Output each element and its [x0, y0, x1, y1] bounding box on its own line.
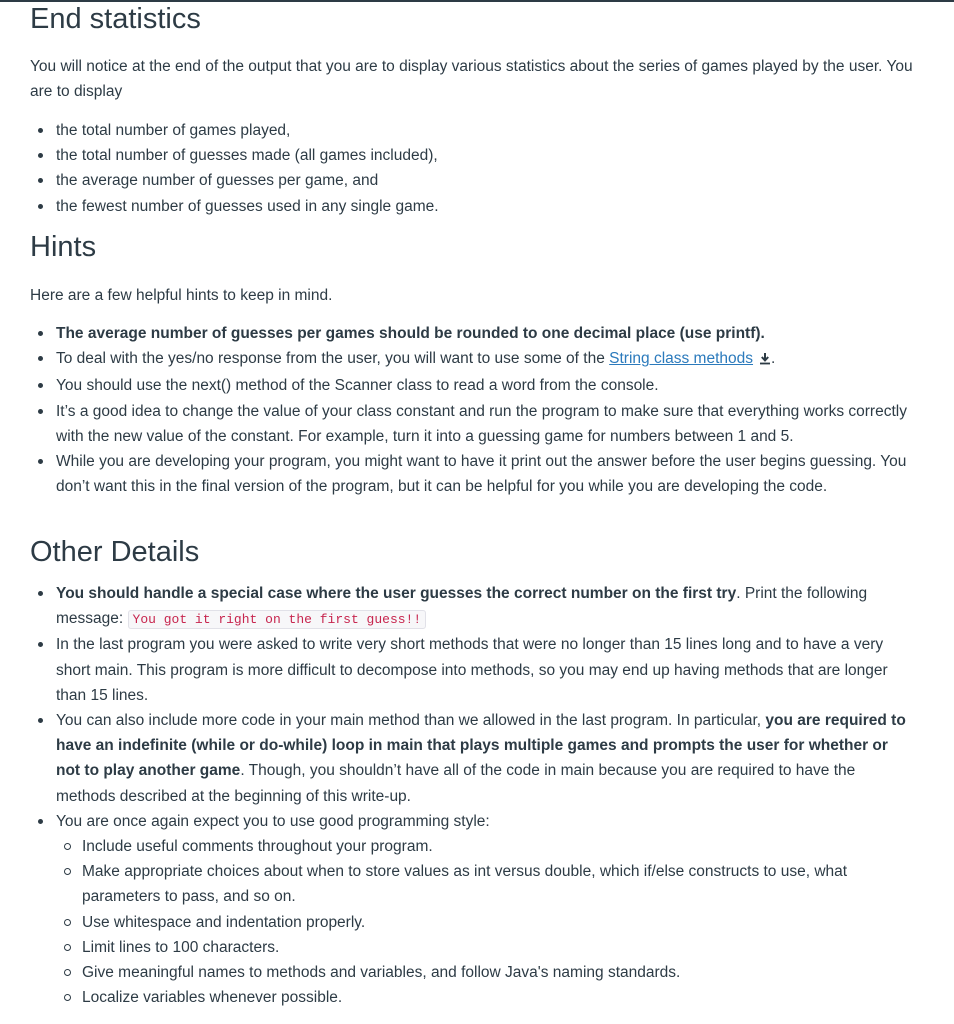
sub-list-item: Use whitespace and indentation properly. — [56, 910, 914, 935]
list-item — [30, 581, 914, 632]
detail-text: . Though, you shouldn’t have all of the code in main because you are required to have the methods described at the beginning of this write-up. — [56, 762, 856, 805]
sub-list-item: Limit lines to 100 characters. — [56, 935, 914, 960]
detail-text: . Print the following message: — [56, 585, 868, 628]
sub-list-item: Give meaningful names to methods and variables, and follow Java's naming standards. — [56, 960, 914, 985]
detail-bold-text: You should handle a special case where the user guesses the correct number on the first try — [56, 585, 737, 602]
list-item: the total number of games played, — [30, 118, 914, 143]
sub-list-item: Localize variables whenever possible. — [56, 985, 914, 1010]
style-sublist — [56, 834, 914, 1010]
list-item: In the last program you were asked to write very short methods that were no longer than 15 lines long and to have a very short main. This program is more difficult to decompose into methods, so you may end up having methods that are longer than 15 lines. — [30, 632, 914, 708]
heading-hints: Hints — [30, 231, 97, 263]
detail-text: You can also include more code in your main method than we allowed in the last program. In particular, — [56, 712, 766, 730]
hint-bold-text: The average number of guesses per games should be rounded to one decimal place (use printf). — [56, 325, 765, 342]
list-item: the average number of guesses per game, and — [30, 168, 914, 193]
hints-intro: Here are a few helpful hints to keep in mind. — [30, 287, 333, 304]
code-snippet: You got it right on the first guess!! — [128, 610, 427, 629]
list-item: While you are developing your program, you might want to have it print out the answer before the user begins guessing. You don’t want this in the final version of the program, but it can be helpful for you while you are developing the code. — [30, 449, 914, 499]
end-stats-list — [30, 118, 914, 219]
list-item: You should use the next() method of the Scanner class to read a word from the console. — [30, 373, 914, 398]
other-details-list — [30, 581, 914, 1010]
list-item — [30, 346, 914, 373]
list-item: the total number of guesses made (all games included), — [30, 143, 914, 168]
list-item: the fewest number of guesses used in any single game. — [30, 194, 914, 219]
hint-text: . — [771, 350, 776, 368]
list-item — [30, 809, 914, 1011]
end-stats-intro: You will notice at the end of the output that you are to display various statistics about the series of games played by the user. You are to display — [30, 58, 913, 101]
hints-list — [30, 321, 914, 499]
heading-end-statistics: End statistics — [30, 3, 201, 35]
sub-list-item: Make appropriate choices about when to store values as int versus double, which if/else constructs to use, what parameters to pass, and so on. — [56, 859, 914, 909]
list-item — [30, 708, 914, 809]
list-item — [30, 321, 914, 346]
string-class-methods-link[interactable]: String class methods — [609, 350, 754, 368]
list-item: It’s a good idea to change the value of your class constant and run the program to make sure that everything works correctly with the new value of the constant. For example, turn it into a guessing game for numbers between 1 and 5. — [30, 399, 914, 449]
detail-bold-text: you are required to have an indefinite (while or do-while) loop in main that plays multiple games and prompts the user for whether or not to play another game — [56, 712, 906, 780]
detail-text: You are once again expect you to use good programming style: — [56, 812, 490, 830]
hint-text: To deal with the yes/no response from the user, you will want to use some of the — [56, 350, 610, 368]
heading-other-details: Other Details — [30, 536, 200, 568]
sub-list-item: Include useful comments throughout your program. — [56, 834, 914, 859]
download-icon[interactable] — [759, 348, 771, 373]
